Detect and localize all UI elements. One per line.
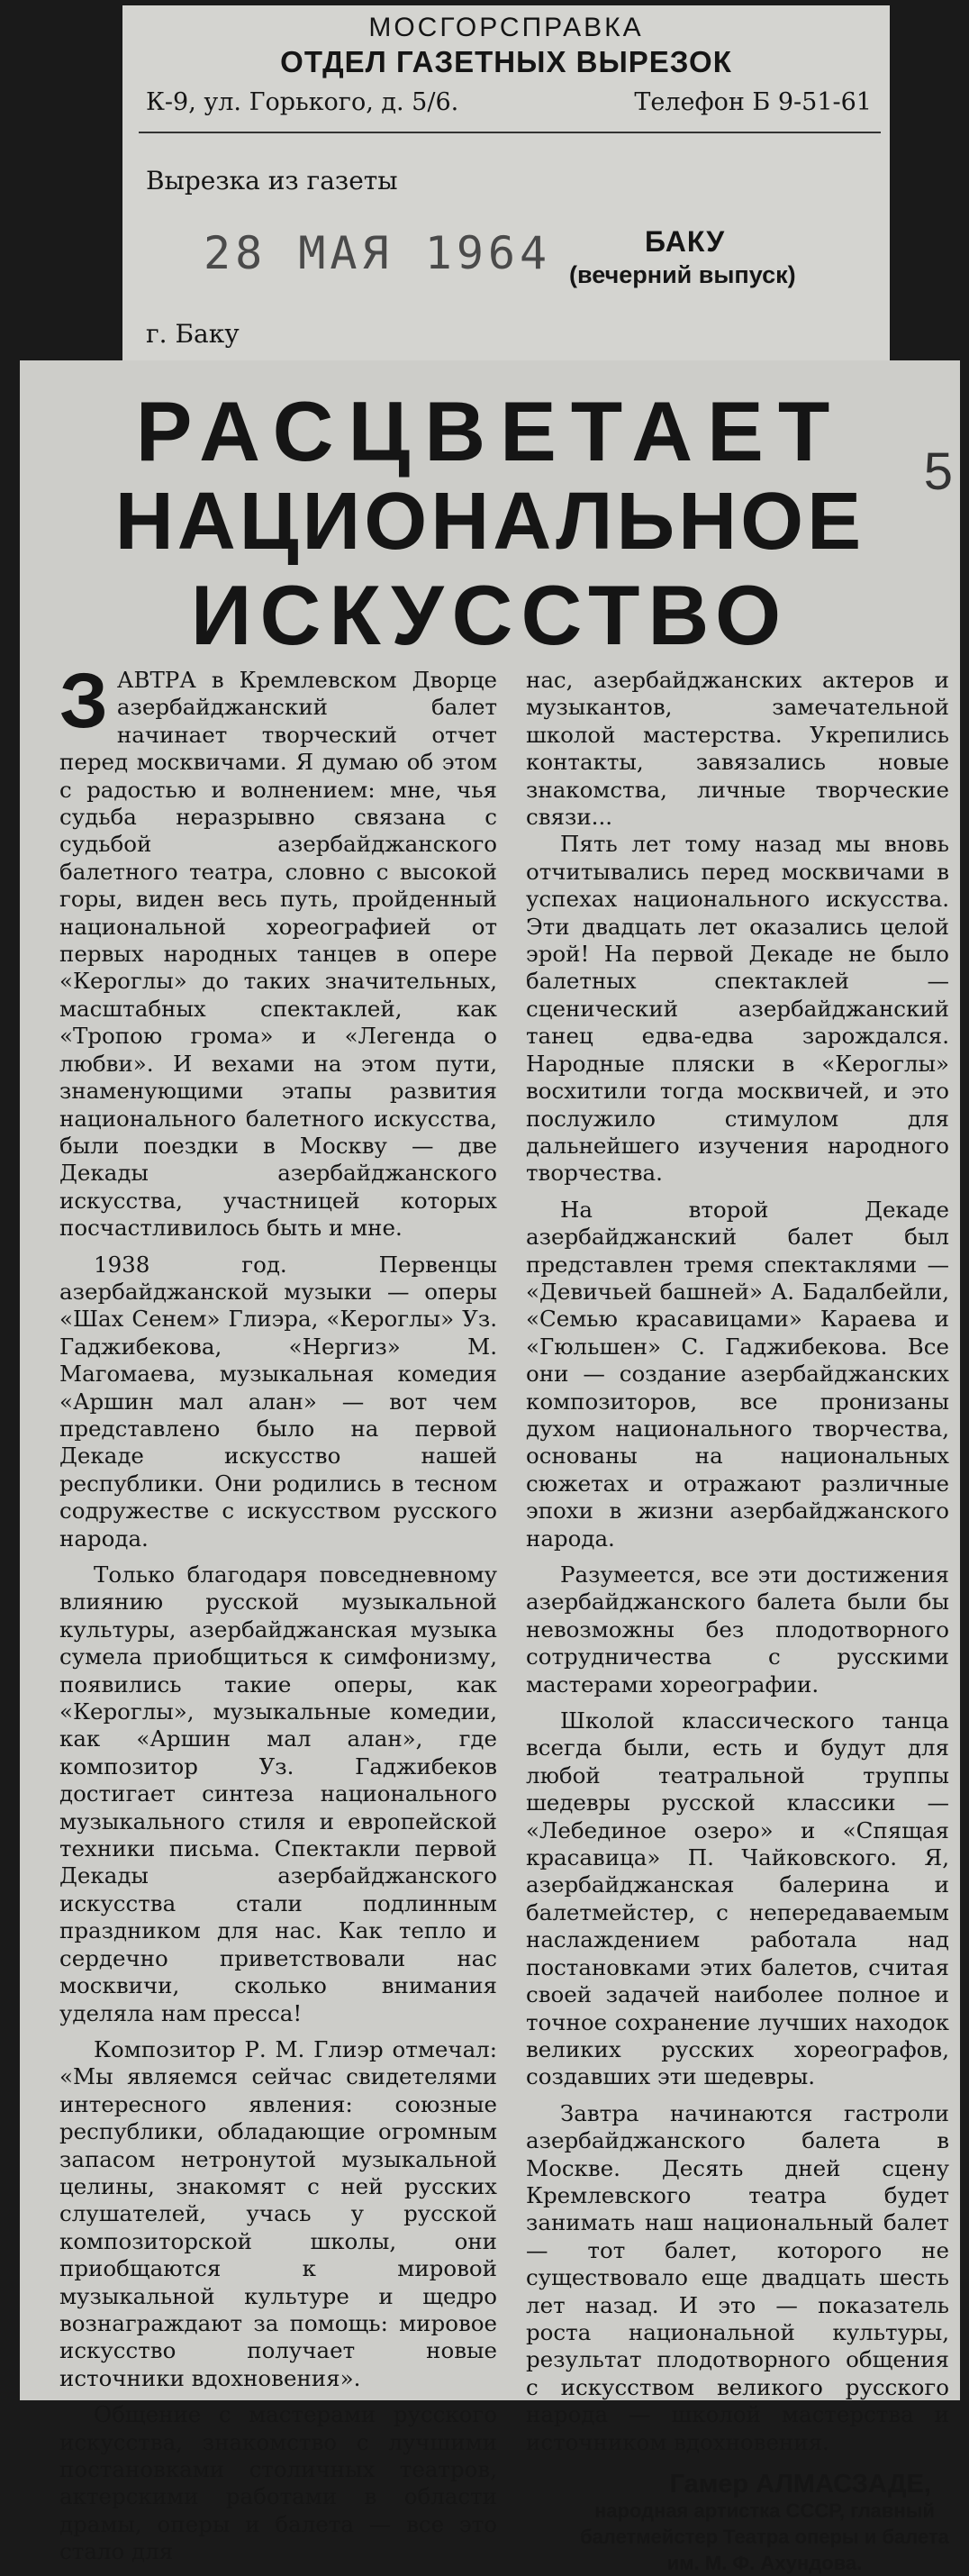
- clip-label: Вырезка из газеты: [146, 166, 398, 196]
- paragraph: 1938 год. Первенцы азербайджанской музыки — оперы «Шах Сенем» Глиэра, «Кероглы» Уз. Гаджибекова, «Нергиз» М. Магомаева, музыкальная комедия «Аршин мал алан» — вот чем представлено было на первой Декаде искусство нашей республики. Они родились в тесном содружестве с искусством русского народа.: [59, 1251, 497, 1552]
- page-number: 5: [923, 442, 953, 501]
- paragraph: Школой классического танца всегда были, есть и будут для любой театральной труппы шедевры русской классики — «Лебединое озеро» и «Спящая красавица» П. Чайковского. Я, азербайджанская балерина и балетмейстер, с непередаваемым наслаждением работала над постановками этих балетов, считая своей задачей наиболее полное и точное сохранение лучших находок великих русских хореографов, создавших эти шедевры.: [526, 1707, 949, 2090]
- author-name: Гамер АЛМАСЗАДЕ,: [669, 2470, 931, 2499]
- clipping-service-stamp: [122, 5, 890, 369]
- newspaper-edition: (вечерний выпуск): [569, 261, 796, 288]
- paragraph: Пять лет тому назад мы вновь отчитывались перед москвичами в успехах национального искусства. Эти двадцать лет оказались целой эрой! На первой Декаде не было балетных спектаклей — сценический азербайджанский танец едва-едва зарождался. Народные пляски в «Кероглы» восхитили тогда москвичей, и это послужило стимулом для дальнейшего изучения народного творчества.: [526, 831, 949, 1187]
- headline-line-3: ИСКУССТВО: [190, 568, 790, 662]
- headline-line-1: РАСЦВЕТАЕТ: [135, 384, 845, 478]
- paragraph: ЗАВТРА в Кремлевском Дворце азербайджанский балет начинает творческий отчет перед москвичами. Я думаю об этом с радостью и волнением: мне, чья судьба неразрывно связана с судьбой азербайджанского балетного театра, словно с высокой горы, виден весь путь, пройденный национальной хореографией от первых народных танцев в опере «Кероглы» до таких значительных, масштабных спектаклей, как «Тропою грома» и «Легенда о любви». И вехами на этом пути, знаменующими этапы развития национального балетного искусства, были поездки в Москву — две Декады азербайджанского искусства, участницей которых посчастливилось быть и мне.: [59, 658, 497, 1242]
- stamp-divider: [139, 132, 881, 133]
- department-name: ОТДЕЛ ГАЗЕТНЫХ ВЫРЕЗОК: [280, 45, 732, 78]
- newspaper-name: БАКУ: [645, 225, 726, 258]
- drop-cap: З: [59, 658, 108, 744]
- article-column-left: [59, 658, 497, 2566]
- stamped-date: 28 МАЯ 1964: [204, 227, 552, 279]
- address: К-9, ул. Горького, д. 5/6.: [146, 88, 459, 116]
- paragraph: Общение с мастерами русского искусства, знакомство с лучшими постановками столичных театров, актерскими работами в области драмы, оперы и балета — все это стало для: [59, 2401, 497, 2565]
- newspaper-clipping: [20, 360, 960, 2575]
- paragraph: Композитор Р. М. Глиэр отмечал: «Мы являемся сейчас свидетелями интересного явления: союзные республики, обладающие огромным запасом нетронутой музыкальной целины, знакомят с ней русских слушателей, учась у русской композиторской школы, они приобщаются к мировой музыкальной культуре и щедро вознаграждают за помощь: мировое искусство получает новые источники вдохновения».: [59, 2035, 497, 2391]
- article-headline: [20, 384, 960, 665]
- headline-line-2: НАЦИОНАЛЬНОЕ: [114, 477, 865, 567]
- paragraph: Завтра начинаются гастроли азербайджанского балета в Москве. Десять дней сцену Кремлевского театра будет занимать наш национальный балет — тот балет, которого не существовало еще двадцать шесть лет назад. И это — показатель роста национальной культуры, результат плодотворного общения с искусством великого русского народа — школой мастерства и источником вдохновения.: [526, 2099, 949, 2455]
- article-column-right: [526, 667, 949, 2576]
- author-title: народная артистка СССР, главный балетмейстер Театра оперы и балета им. М. Ф. Ахундова.: [580, 2499, 949, 2575]
- address-row: [146, 88, 872, 124]
- phone: Телефон Б 9-51-61: [634, 88, 872, 116]
- paragraph: Разумеется, все эти достижения азербайджанского балета были бы невозможны без плодотворного сотрудничества с русскими мастерами хореографии.: [526, 1561, 949, 1698]
- paragraph: Только благодаря повседневному влиянию русской музыкальной культуры, азербайджанская музыка сумела приобщиться к симфонизму, появились такие оперы, как «Кероглы», музыкальные комедии, как «Аршин мал алан», где композитор Уз. Гаджибеков достигает синтеза национального музыкального стиля и европейской техники письма. Спектакли первой Декады азербайджанского искусства стали подлинным праздником для нас. Как тепло и сердечно приветствовали нас москвичи, сколько внимания уделяла нам пресса!: [59, 1561, 497, 2026]
- stamp-city: г. Баку: [146, 319, 240, 349]
- paragraph: нас, азербайджанских актеров и музыкантов, замечательной школой мастерства. Укрепились контакты, завязались новые знакомства, личные творческие связи...: [526, 667, 949, 831]
- signature-block: [526, 2471, 949, 2576]
- org-name: МОСГОРСПРАВКА: [368, 13, 644, 42]
- paragraph: На второй Декаде азербайджанский балет был представлен тремя спектаклями — «Девичьей башней» А. Бадалбейли, «Семью красавицами» Караева и «Гюльшен» С. Гаджибекова. Все они — создание азербайджанских композиторов, все пронизаны духом национального творчества, основаны на национальных сюжетах и отражают различные эпохи в жизни азербайджанского народа.: [526, 1196, 949, 1552]
